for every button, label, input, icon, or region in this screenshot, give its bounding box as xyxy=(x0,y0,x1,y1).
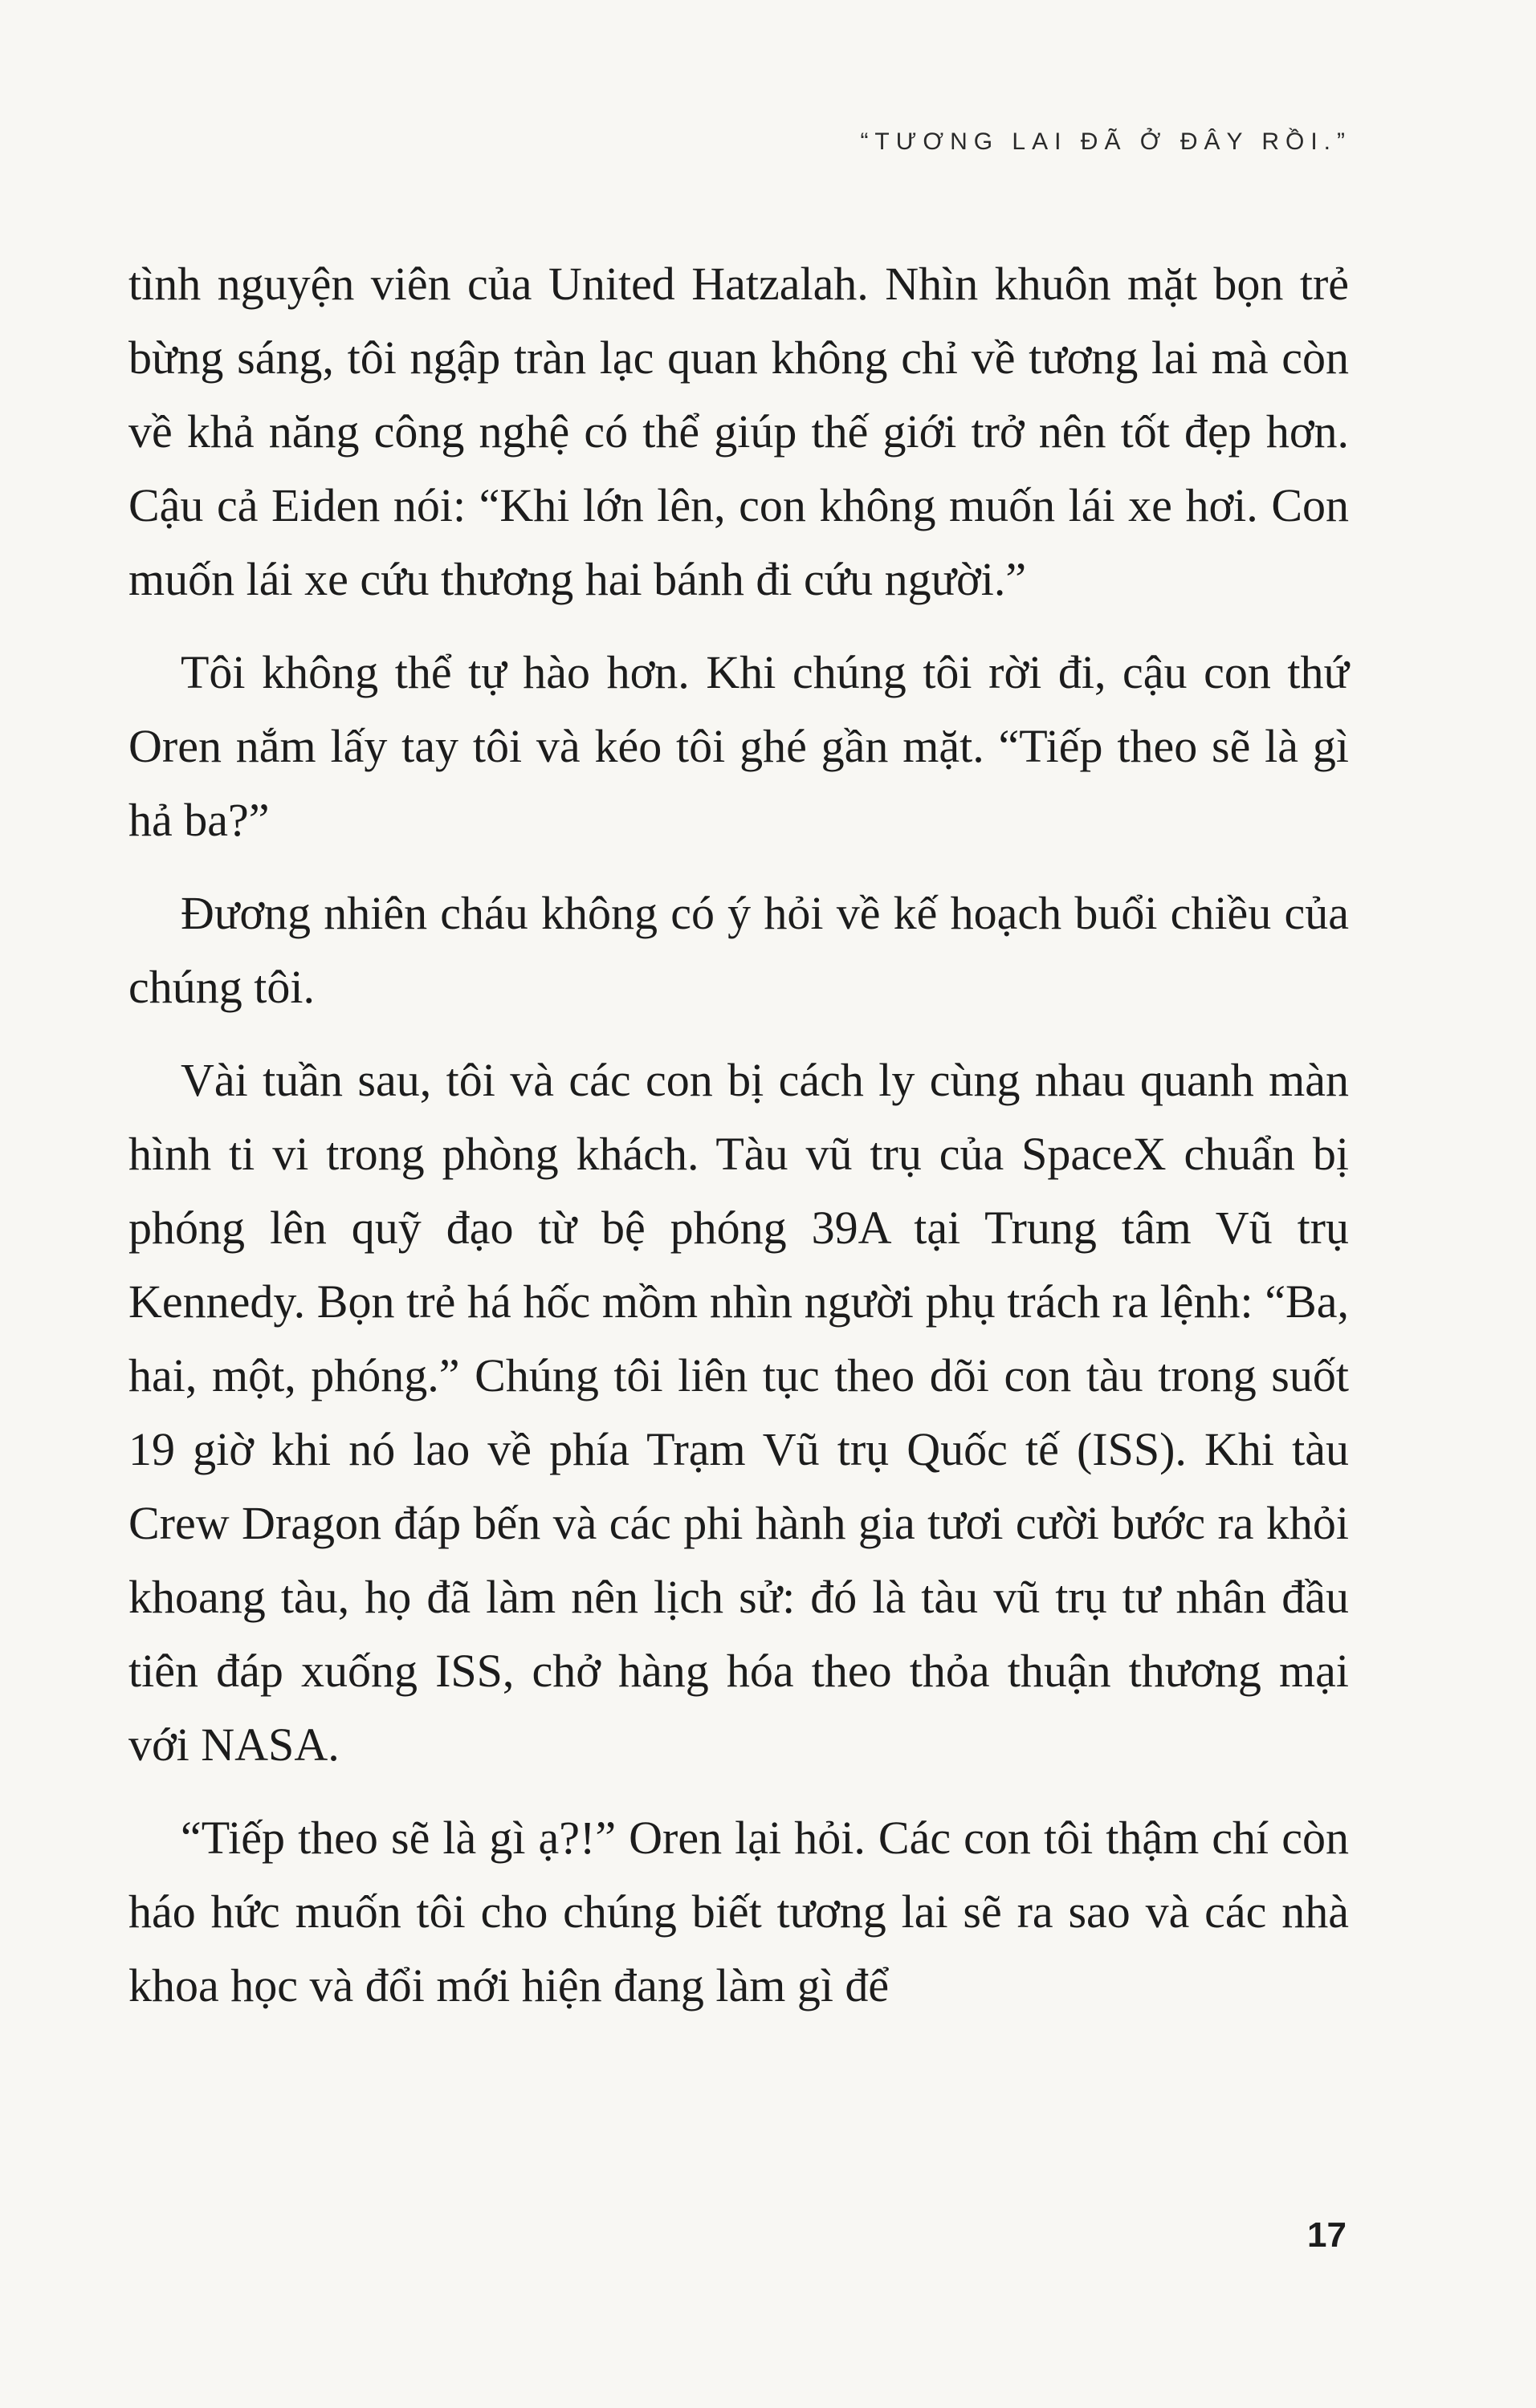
paragraph-5: “Tiếp theo sẽ là gì ạ?!” Oren lại hỏi. Các con tôi thậm chí còn háo hức muốn tôi cho chúng biết tương lai sẽ ra sao và các nhà khoa học và đổi mới hiện đang làm gì để xyxy=(128,1812,1349,2011)
page-number: 17 xyxy=(1307,2215,1347,2255)
running-header: “TƯƠNG LAI ĐÃ Ở ĐÂY RỒI.” xyxy=(860,128,1351,155)
paragraph-1: tình nguyện viên của United Hatzalah. Nhìn khuôn mặt bọn trẻ bừng sáng, tôi ngập tràn lạc quan không chỉ về tương lai mà còn về khả năng công nghệ có thể giúp thế giới trở nên tốt đẹp hơn. Cậu cả Eiden nói: “Khi lớn lên, con không muốn lái xe hơi. Con muốn lái xe cứu thương hai bánh đi cứu người.” xyxy=(128,258,1349,605)
paragraph-2: Tôi không thể tự hào hơn. Khi chúng tôi rời đi, cậu con thứ Oren nắm lấy tay tôi và kéo tôi ghé gần mặt. “Tiếp theo sẽ là gì hả ba?” xyxy=(128,646,1349,846)
paragraph-4: Vài tuần sau, tôi và các con bị cách ly cùng nhau quanh màn hình ti vi trong phòng khách. Tàu vũ trụ của SpaceX chuẩn bị phóng lên quỹ đạo từ bệ phóng 39A tại Trung tâm Vũ trụ Kennedy. Bọn trẻ há hốc mồm nhìn người phụ trách ra lệnh: “Ba, hai, một, phóng.” Chúng tôi liên tục theo dõi con tàu trong suốt 19 giờ khi nó lao về phía Trạm Vũ trụ Quốc tế (ISS). Khi tàu Crew Dragon đáp bến và các phi hành gia tươi cười bước ra khỏi khoang tàu, họ đã làm nên lịch sử: đó là tàu vũ trụ tư nhân đầu tiên đáp xuống ISS, chở hàng hóa theo thỏa thuận thương mại với NASA. xyxy=(128,1054,1349,1771)
paragraph-3: Đương nhiên cháu không có ý hỏi về kế hoạch buổi chiều của chúng tôi. xyxy=(128,887,1349,1013)
body-text xyxy=(128,247,1349,2042)
